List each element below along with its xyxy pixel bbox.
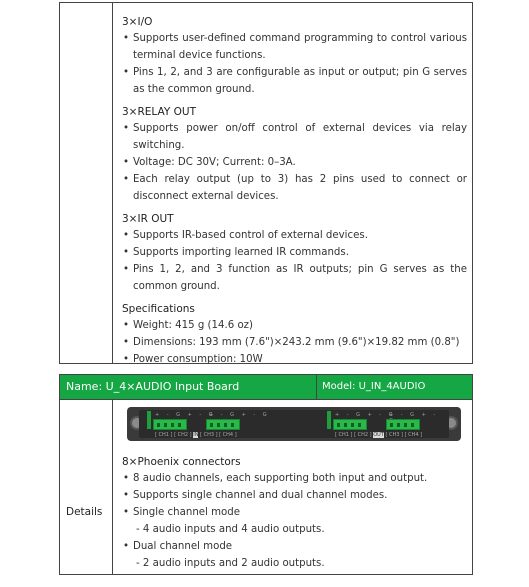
spec-content [122,15,467,368]
ir-bullet: • Supports importing learned IR commands. [122,244,467,261]
connector-bullet: • Single channel mode [122,504,467,521]
connector-subitem: - 2 audio inputs and 2 audio outputs. [136,558,325,569]
connectors-title: 8×Phoenix connectors [122,456,241,468]
connector-bullet: • Supports single channel and dual channel modes. [122,487,467,504]
board-model: Model: U_IN_4AUDIO [322,381,426,392]
label-column [60,3,113,363]
channel-label: [ CH3 ] [385,432,403,438]
channel-label: [ CH1 ] [335,432,353,438]
relay-bullet: • Voltage: DC 30V; Current: 0–3A. [122,154,467,171]
pin-labels: + - G + - [389,412,439,418]
green-label-strip [327,411,331,429]
relay-title: 3×RELAY OUT [122,106,196,118]
channel-label: [ CH4 ] [219,432,237,438]
specs-bullet: • Power consumption: 10W [122,351,467,368]
board-image [127,407,461,441]
ir-bullet: • Pins 1, 2, and 3 function as IR outputs; pin G serves as the common ground. [122,261,467,295]
specs-bullet: • Dimensions: 193 mm (7.6")×243.2 mm (9.6")×19.82 mm (0.8") [122,334,467,351]
board-panel [139,410,449,438]
output-channel-labels [335,432,422,438]
pin-labels: + - G + - G [335,412,396,418]
relay-bullet: • Supports power on/off control of external devices via relay switching. [122,120,467,154]
specs-bullet: • Weight: 415 g (14.6 oz) [122,317,467,334]
header-divider [316,375,317,399]
connector-subitem: - 4 audio inputs and 4 audio outputs. [136,524,325,535]
table-header [60,375,472,400]
connector-bullet: • Dual channel mode [122,538,467,555]
details-column [60,400,113,575]
io-tag: OUT [373,432,384,438]
green-label-strip [147,411,151,429]
phoenix-connector [153,419,187,430]
ir-title: 3×IR OUT [122,213,174,225]
channel-label: [ CH3 ] [200,432,218,438]
pin-labels: + - G + - G [155,412,216,418]
ir-bullet: • Supports IR-based control of external devices. [122,227,467,244]
phoenix-connector [206,419,240,430]
spec-table-upper [59,2,473,364]
relay-bullet: • Each relay output (up to 3) has 2 pins used to connect or disconnect external devices. [122,171,467,205]
io-bullet: • Supports user-defined command programming to control various terminal device functions. [122,30,467,64]
pin-labels: + - G + - G [209,412,270,418]
io-bullet: • Pins 1, 2, and 3 are configurable as input or output; pin G serves as the common ground. [122,64,467,98]
io-title: 3×I/O [122,16,153,28]
channel-label: [ CH2 ] [354,432,372,438]
channel-label: [ CH1 ] [155,432,173,438]
audio-board-table [59,374,473,575]
input-channel-labels [155,432,237,438]
connector-bullet: • 8 audio channels, each supporting both input and output. [122,470,467,487]
details-content [122,455,467,572]
specs-title: Specifications [122,303,195,315]
phoenix-connector [333,419,367,430]
phoenix-connector [386,419,420,430]
channel-label: [ CH4 ] [404,432,423,438]
details-label: Details [66,506,103,518]
channel-label: [ CH2 ] [174,432,192,438]
io-tag: IN [193,432,199,438]
board-name: Name: U_4×AUDIO Input Board [66,380,240,393]
